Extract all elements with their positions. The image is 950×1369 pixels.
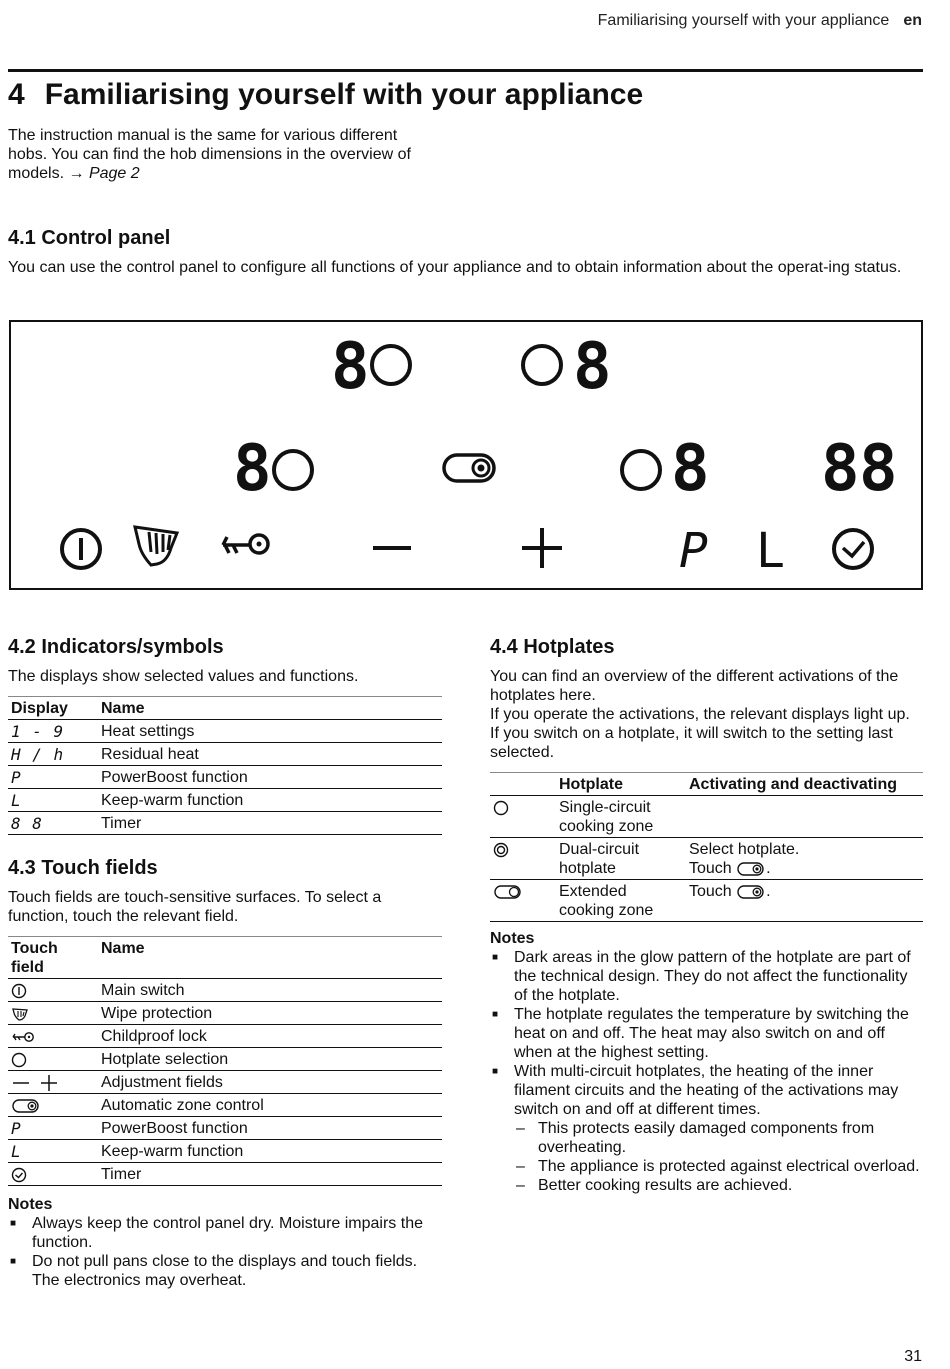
chapter-number: 4: [8, 78, 25, 111]
running-header: [598, 12, 922, 30]
display-name: Residual heat: [101, 746, 199, 763]
list-item: ■ Do not pull pans close to the displays and touch fields. The electronics may overheat.: [8, 1252, 442, 1290]
table-row: [490, 796, 923, 838]
minus-plus-icon: [11, 1075, 61, 1091]
hotplate-name: Extended cooking zone: [559, 883, 654, 919]
column-header-name: Name: [101, 940, 145, 957]
touch-fields-text: Touch fields are touch-sensitive surfaces. To select a function, touch the relevant field.: [8, 889, 382, 925]
table-row: [8, 743, 442, 766]
touch-field-name: PowerBoost function: [101, 1120, 248, 1137]
column-header-display: Display: [11, 700, 68, 717]
touch-field-name: Wipe protection: [101, 1005, 213, 1022]
column-header-touch-field: Touch field: [11, 940, 58, 976]
table-row: [8, 766, 442, 789]
column-header-hotplate: Hotplate: [559, 776, 623, 793]
activation-step: Select hotplate.: [689, 841, 800, 858]
table-row: [8, 1140, 442, 1163]
column-header-activation: Activating and deactivating: [689, 776, 898, 793]
auto-zone-icon: [736, 884, 766, 900]
list-item: ■ Always keep the control panel dry. Moisture impairs the function.: [8, 1214, 442, 1252]
touch-field-name: Hotplate selection: [101, 1051, 229, 1068]
table-row: [8, 1117, 442, 1140]
hotplate-front-left-icon[interactable]: [274, 451, 312, 489]
section-heading-control-panel: 4.1 Control panel: [8, 227, 171, 249]
column-header-name: Name: [101, 700, 145, 717]
power-icon: [11, 983, 27, 999]
timer-icon[interactable]: [834, 530, 872, 568]
table-header-row: [490, 773, 923, 796]
display-name: Keep-warm function: [101, 792, 244, 809]
table-header-row: [8, 697, 442, 720]
display-symbol: H / h: [11, 745, 65, 764]
left-column: [8, 636, 442, 1290]
display-rear-left: 8: [331, 330, 370, 404]
display-symbol: 8 8: [11, 814, 43, 833]
list-item: ■ The hotplate regulates the temperature by switching the heat on and off. The heat may also switch on and off when at the highest setting.: [490, 1005, 923, 1062]
timer-icon: [11, 1167, 27, 1183]
hotplate-activation: [686, 796, 923, 838]
hotplate-rear-left-icon[interactable]: [372, 346, 410, 384]
table-row: [8, 812, 442, 835]
plus-icon[interactable]: [522, 528, 562, 568]
list-item: ■ Dark areas in the glow pattern of the hotplate are part of the technical design. They do not affect the functionality of the hotplate.: [490, 948, 923, 1005]
section-heading-indicators: 4.2 Indicators/symbols: [8, 636, 224, 658]
sub-notes-list: [514, 1119, 923, 1195]
activation-touch-label: Touch: [689, 883, 732, 900]
indicators-text: The displays show selected values and functions.: [8, 668, 359, 685]
table-header-row: [8, 937, 442, 979]
chapter-heading: [8, 78, 643, 112]
single-circuit-icon: [493, 800, 509, 816]
language-code: en: [903, 12, 922, 29]
sub-list-item: – The appliance is protected against electrical overload.: [514, 1157, 923, 1176]
wipe-protection-icon[interactable]: [135, 527, 177, 565]
timer-display-digit-2: 8: [859, 432, 898, 506]
hotplate-name: Single-circuit cooking zone: [559, 799, 654, 835]
power-icon[interactable]: [62, 530, 100, 568]
keepwarm-button[interactable]: L: [756, 523, 785, 579]
intro-paragraph: [8, 126, 440, 183]
table-row: [8, 979, 442, 1002]
touch-field-name: Main switch: [101, 982, 185, 999]
notes-list: [490, 948, 923, 1195]
hotplates-table: [490, 772, 923, 922]
sub-list-item: – Better cooking results are achieved.: [514, 1176, 923, 1195]
arrow-icon: →: [68, 165, 85, 182]
dual-circuit-icon: [493, 842, 509, 858]
touch-field-name: Timer: [101, 1166, 142, 1183]
timer-display-digit-1: 8: [821, 432, 860, 506]
list-item: [490, 1062, 923, 1195]
indicators-table: [8, 696, 442, 835]
hotplates-paragraph: If you switch on a hotplate, it will switch to the setting last selected.: [490, 725, 893, 761]
powerboost-button[interactable]: P: [679, 523, 708, 579]
table-row: [490, 838, 923, 880]
key-icon: [11, 1030, 35, 1044]
powerboost-p-icon: P: [11, 1119, 22, 1138]
display-symbol: L: [11, 791, 22, 810]
hotplate-rear-right-icon[interactable]: [523, 346, 561, 384]
table-row: [8, 1048, 442, 1071]
intro-text: The instruction manual is the same for various different hobs. You can find the hob dimensions in the overview of models.: [8, 127, 411, 182]
touch-field-name: Childproof lock: [101, 1028, 207, 1045]
header-rule: [8, 69, 923, 72]
display-rear-right: 8: [573, 330, 612, 404]
touch-field-name: Keep-warm function: [101, 1143, 244, 1160]
wipe-hand-icon: [11, 1006, 29, 1022]
table-row: [8, 720, 442, 743]
table-row: [8, 1094, 442, 1117]
control-panel-diagram: [9, 320, 923, 590]
control-panel-svg: [11, 322, 921, 588]
table-row: [8, 789, 442, 812]
chapter-title: Familiarising yourself with your appliance: [44, 78, 644, 111]
section-heading-hotplates: 4.4 Hotplates: [490, 636, 615, 658]
display-front-right: 8: [671, 432, 710, 506]
page-reference-link[interactable]: Page 2: [88, 165, 140, 182]
table-row: [8, 1163, 442, 1186]
notes-list: [8, 1214, 442, 1290]
sub-list-item: – This protects easily damaged components from overheating.: [514, 1119, 923, 1157]
hotplate-front-right-icon[interactable]: [622, 451, 660, 489]
extended-zone-icon: [493, 884, 523, 900]
notes-heading: Notes: [8, 1196, 53, 1213]
touch-field-name: Adjustment fields: [101, 1074, 223, 1091]
hotplate-activation: Touch .: [689, 883, 771, 900]
circle-icon: [11, 1052, 27, 1068]
page-number: 31: [904, 1348, 922, 1365]
display-symbol: P: [11, 768, 22, 787]
section-heading-touch-fields: 4.3 Touch fields: [8, 857, 158, 879]
auto-zone-icon: [736, 861, 766, 877]
hotplates-paragraph: If you operate the activations, the relevant displays light up.: [490, 706, 910, 723]
display-front-left: 8: [233, 432, 272, 506]
table-row: [8, 1025, 442, 1048]
activation-touch-label: Touch: [689, 860, 732, 877]
display-name: Timer: [101, 815, 142, 832]
table-row: [490, 880, 923, 922]
touch-field-name: Automatic zone control: [101, 1097, 264, 1114]
notes-heading: Notes: [490, 930, 535, 947]
hotplate-activation: Select hotplate. Touch .: [686, 838, 923, 880]
touch-fields-table: [8, 936, 442, 1186]
display-name: PowerBoost function: [101, 769, 248, 786]
hotplate-name: Dual-circuit hotplate: [559, 841, 640, 877]
table-row: [8, 1002, 442, 1025]
display-name: Heat settings: [101, 723, 195, 740]
childproof-lock-icon[interactable]: [223, 535, 268, 553]
hotplates-paragraph: You can find an overview of the different activations of the hotplates here.: [490, 668, 899, 704]
auto-zone-icon: [11, 1098, 41, 1114]
control-panel-text: You can use the control panel to configure all functions of your appliance and to obtain information about the operat-ing status.: [8, 259, 902, 276]
running-header-title: Familiarising yourself with your appliance: [597, 12, 890, 29]
keepwarm-l-icon: L: [11, 1142, 22, 1161]
right-column: [490, 636, 923, 1195]
display-symbol: 1 - 9: [11, 722, 65, 741]
auto-zone-icon[interactable]: [444, 455, 494, 481]
table-row: [8, 1071, 442, 1094]
list-item-text: With multi-circuit hotplates, the heating of the inner filament circuits and the heating of the activations may switch on and off at different times.: [514, 1063, 899, 1118]
